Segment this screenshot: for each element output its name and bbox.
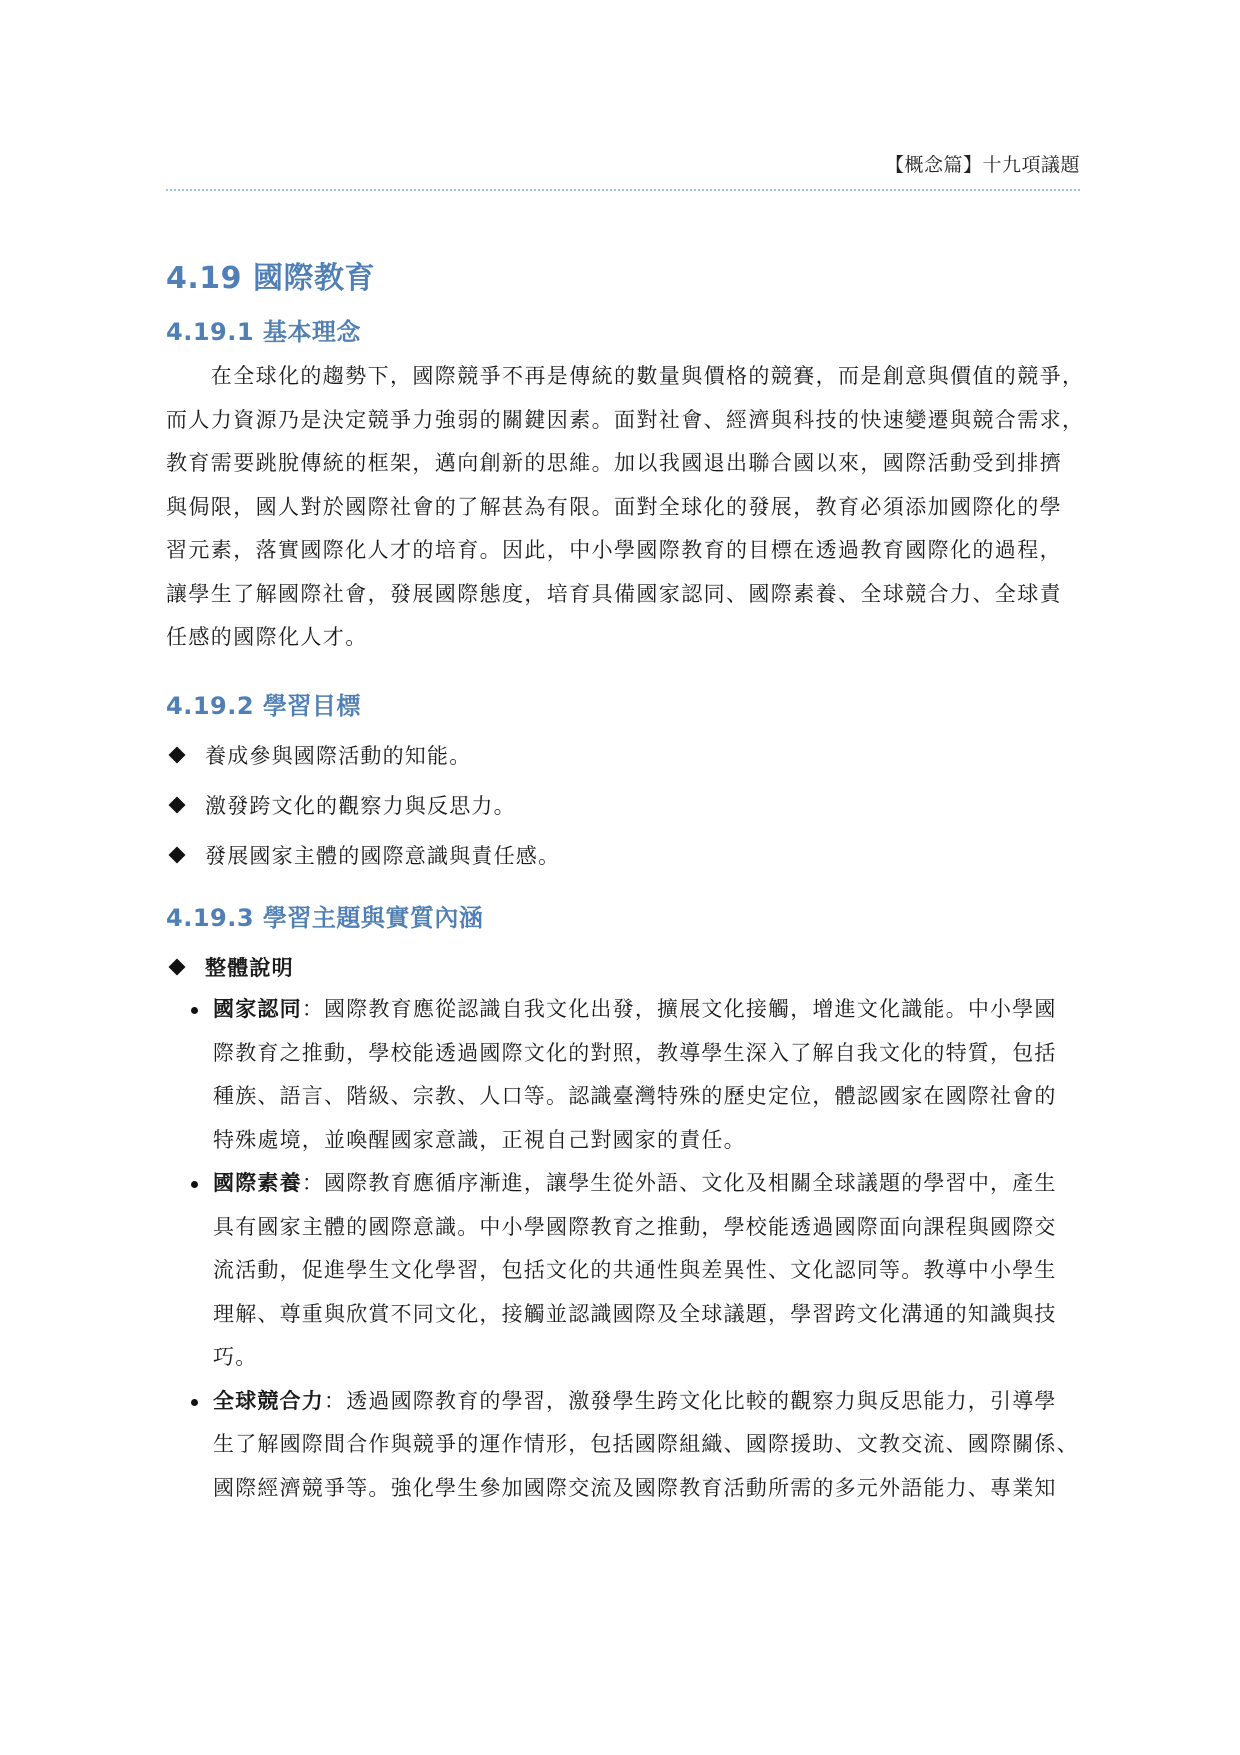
theme-line: 透過國際教育的學習，激發學生跨文化比較的觀察力與反思能力，引導學 (346, 1388, 1057, 1413)
goal-text: 激發跨文化的觀察力與反思力。 (205, 794, 516, 818)
list-item (166, 730, 1080, 780)
theme-line: 具有國家主體的國際意識。中小學國際教育之推動，學校能透過國際面向課程與國際交 (213, 1214, 1057, 1239)
theme-item-national-identity (191, 988, 1080, 1162)
overview-list (166, 942, 1080, 992)
theme-line: 國際教育應循序漸進，讓學生從外語、文化及相關全球議題的學習中，產生 (324, 1171, 1057, 1195)
paragraph-line: 與侷限，國人對於國際社會的了解甚為有限。面對全球化的發展，教育必須添加國際化的學 (166, 494, 1062, 519)
theme-term: 國際素養 (213, 1171, 302, 1195)
diamond-bullet-icon (169, 747, 186, 764)
diamond-bullet-icon (169, 797, 186, 814)
learning-goals-list (166, 730, 1080, 880)
theme-line: 國際教育應從認識自我文化出發，擴展文化接觸，增進文化識能。中小學國 (324, 997, 1057, 1021)
colon: ： (324, 1388, 347, 1413)
paragraph-line: 習元素，落實國際化人才的培育。因此，中小學國際教育的目標在透過教育國際化的過程， (166, 538, 1062, 562)
paragraph-line: 在全球化的趨勢下，國際競爭不再是傳統的數量與價格的競賽，而是創意與價值的競爭， (166, 364, 1085, 388)
paragraph-line: 讓學生了解國際社會，發展國際態度，培育具備國家認同、國際素養、全球競合力、全球責 (166, 581, 1062, 606)
colon: ： (301, 1171, 325, 1195)
section-title: 4.19 國際教育 (166, 261, 375, 296)
basic-concept-paragraph (166, 355, 1085, 660)
header-divider (166, 189, 1080, 191)
paragraph-line: 教育需要跳脫傳統的框架，邁向創新的思維。加以我國退出聯合國以來，國際活動受到排擠 (166, 451, 1062, 475)
subsection-title-learning-goals: 4.19.2 學習目標 (166, 692, 361, 720)
themes-list (191, 988, 1080, 1510)
diamond-bullet-icon (169, 959, 186, 976)
theme-line: 理解、尊重與欣賞不同文化，接觸並認識國際及全球議題，學習跨文化溝通的知識與技 (213, 1301, 1057, 1326)
subsection-title-basic-concept: 4.19.1 基本理念 (166, 318, 361, 346)
diamond-bullet-icon (169, 847, 186, 864)
theme-line: 特殊處境，並喚醒國家意識，正視自己對國家的責任。 (213, 1127, 746, 1152)
goal-text: 發展國家主體的國際意識與責任感。 (205, 844, 561, 868)
theme-line: 際教育之推動，學校能透過國際文化的對照，教導學生深入了解自我文化的特質，包括 (213, 1040, 1057, 1065)
subsection-title-learning-themes: 4.19.3 學習主題與實質內涵 (166, 904, 484, 932)
dot-bullet-icon (191, 1181, 198, 1188)
list-item (166, 830, 1080, 880)
list-item (166, 780, 1080, 830)
theme-line: 種族、語言、階級、宗教、人口等。認識臺灣特殊的歷史定位，體認國家在國際社會的 (213, 1084, 1057, 1108)
theme-line: 生了解國際間合作與競爭的運作情形，包括國際組織、國際援助、文教交流、國際關係、 (213, 1432, 1079, 1456)
theme-term: 全球競合力 (213, 1388, 324, 1413)
theme-line: 國際經濟競爭等。強化學生參加國際交流及國際教育活動所需的多元外語能力、專業知 (213, 1475, 1057, 1500)
theme-item-international-literacy (191, 1162, 1080, 1380)
running-header: 【概念篇】十九項議題 (884, 154, 1080, 176)
colon: ： (301, 997, 325, 1021)
theme-line: 巧。 (213, 1345, 258, 1369)
theme-line: 流活動，促進學生文化學習，包括文化的共通性與差異性、文化認同等。教導中小學生 (213, 1258, 1057, 1282)
theme-term: 國家認同 (213, 997, 302, 1021)
theme-item-global-competitiveness (191, 1380, 1080, 1511)
paragraph-line: 任感的國際化人才。 (166, 625, 368, 649)
dot-bullet-icon (191, 1007, 198, 1014)
list-item-overview (166, 942, 1080, 992)
paragraph-line: 而人力資源乃是決定競爭力強弱的關鍵因素。面對社會、經濟與科技的快速變遷與競合需求， (166, 407, 1085, 432)
goal-text: 養成參與國際活動的知能。 (205, 744, 472, 768)
dot-bullet-icon (191, 1399, 198, 1406)
overview-label: 整體說明 (205, 956, 294, 980)
